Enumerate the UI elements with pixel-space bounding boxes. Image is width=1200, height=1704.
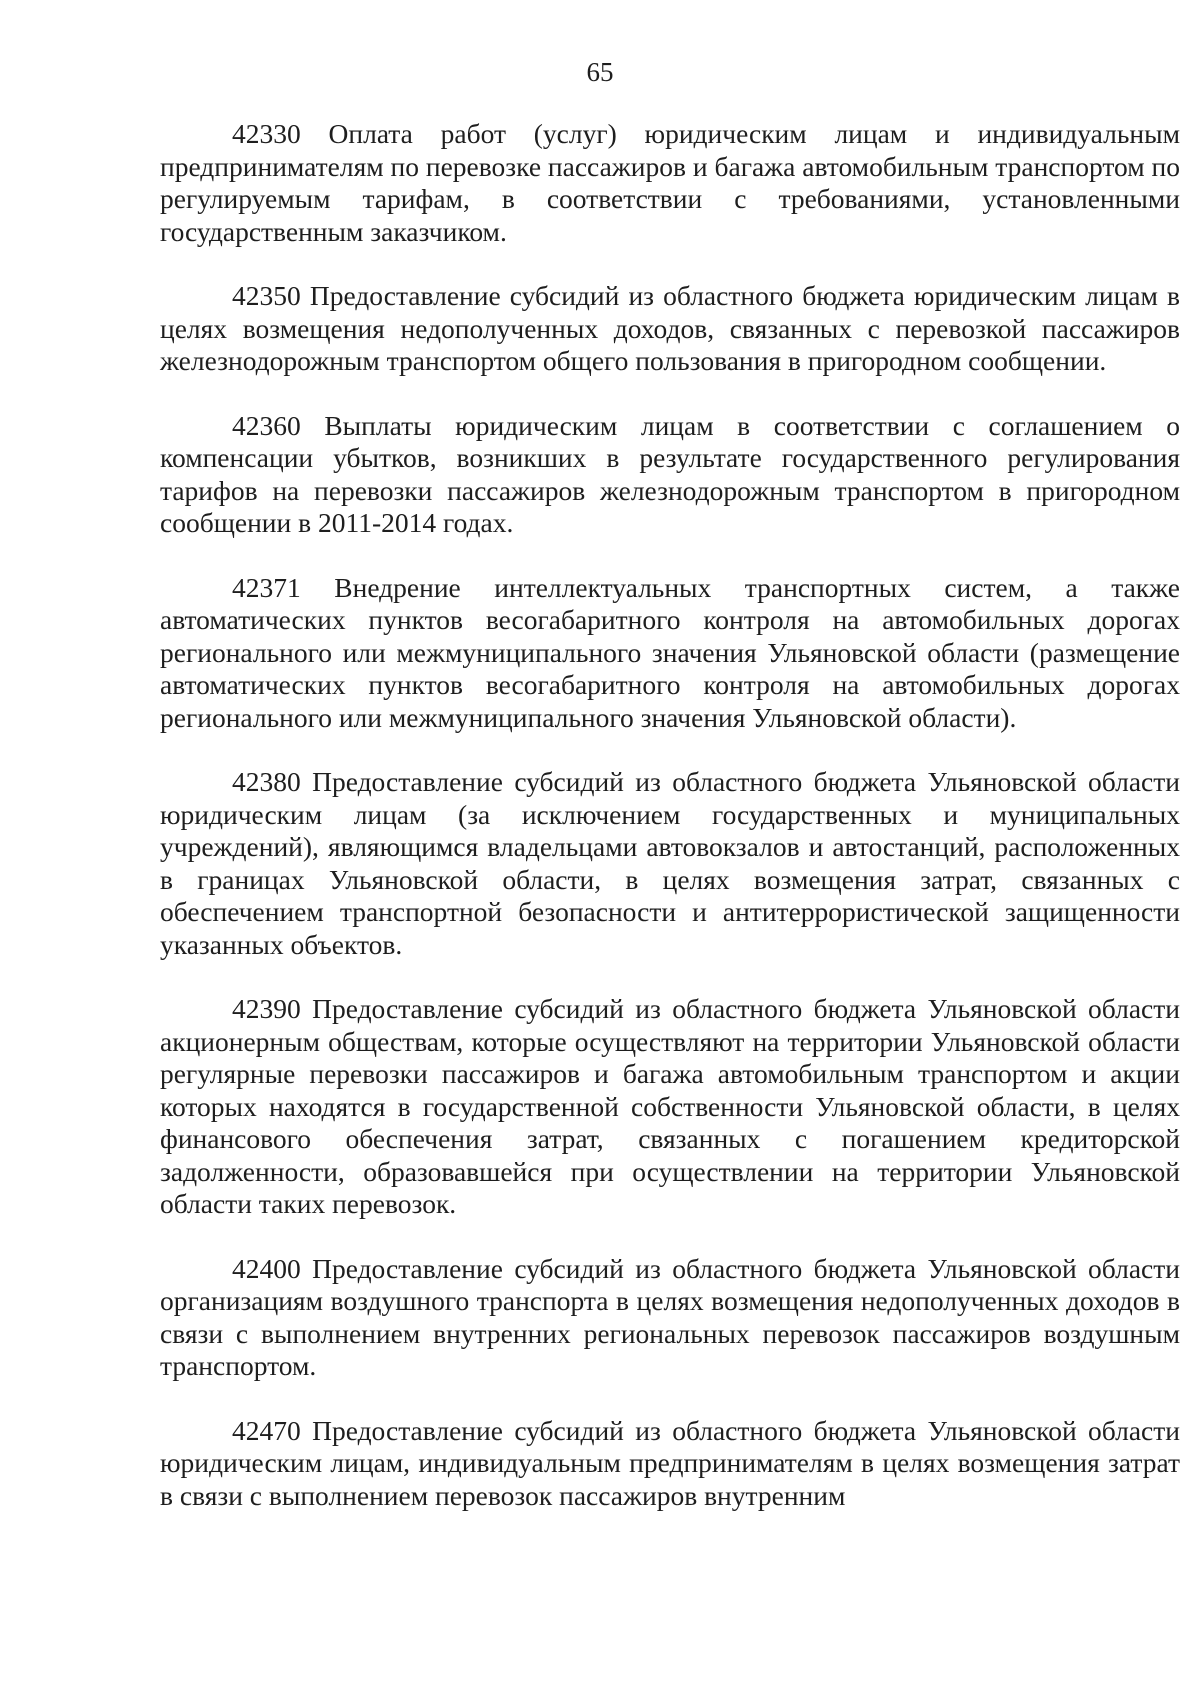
paragraph-42350: 42350 Предоставление субсидий из областного бюджета юридическим лицам в целях возмещения недополученных доходов, связанных с перевозкой пассажиров железнодорожным транспортом общего пользования в пригородном сообщении. [160,280,1180,376]
paragraph-42390: 42390 Предоставление субсидий из областного бюджета Ульяновской области акционерным обществам, которые осуществляют на территории Ульяновской области регулярные перевозки пассажиров и багажа автомобильным транспортом и акции которых находятся в государственной собственности Ульяновской области, в целях финансового обеспечения затрат, связанных с погашением кредиторской задолженности, образовавшейся при осуществлении на территории Ульяновской области таких перевозок. [160,993,1180,1219]
paragraph-42330: 42330 Оплата работ (услуг) юридическим лицам и индивидуальным предпринимателям по перевозке пассажиров и багажа автомобильным транспортом по регулируемым тарифам, в соответствии с требованиями, установленными государственным заказчиком. [160,118,1180,247]
paragraph-42400: 42400 Предоставление субсидий из областного бюджета Ульяновской области организациям воздушного транспорта в целях возмещения недополученных доходов в связи с выполнением внутренних региональных перевозок пассажиров воздушным транспортом. [160,1252,1180,1381]
document-body [160,118,1180,1544]
paragraph-42470: 42470 Предоставление субсидий из областного бюджета Ульяновской области юридическим лицам, индивидуальным предпринимателям в целях возмещения затрат в связи с выполнением перевозок пассажиров внутренним [160,1414,1180,1511]
paragraph-42371: 42371 Внедрение интеллектуальных транспортных систем, а также автоматических пунктов весогабаритного контроля на автомобильных дорогах регионального или межмуниципального значения Ульяновской области (размещение автоматических пунктов весогабаритного контроля на автомобильных дорогах регионального или межмуниципального значения Ульяновской области). [160,571,1180,733]
paragraph-42380: 42380 Предоставление субсидий из областного бюджета Ульяновской области юридическим лицам (за исключением государственных и муниципальных учреждений), являющимся владельцами автовокзалов и автостанций, расположенных в границах Ульяновской области, в целях возмещения затрат, связанных с обеспечением транспортной безопасности и антитеррористической защищенности указанных объектов. [160,766,1180,960]
paragraph-42360: 42360 Выплаты юридическим лицам в соответствии с соглашением о компенсации убытков, возникших в результате государственного регулирования тарифов на перевозки пассажиров железнодорожным транспортом в пригородном сообщении в 2011-2014 годах. [160,409,1180,538]
page-number: 65 [586,57,614,87]
